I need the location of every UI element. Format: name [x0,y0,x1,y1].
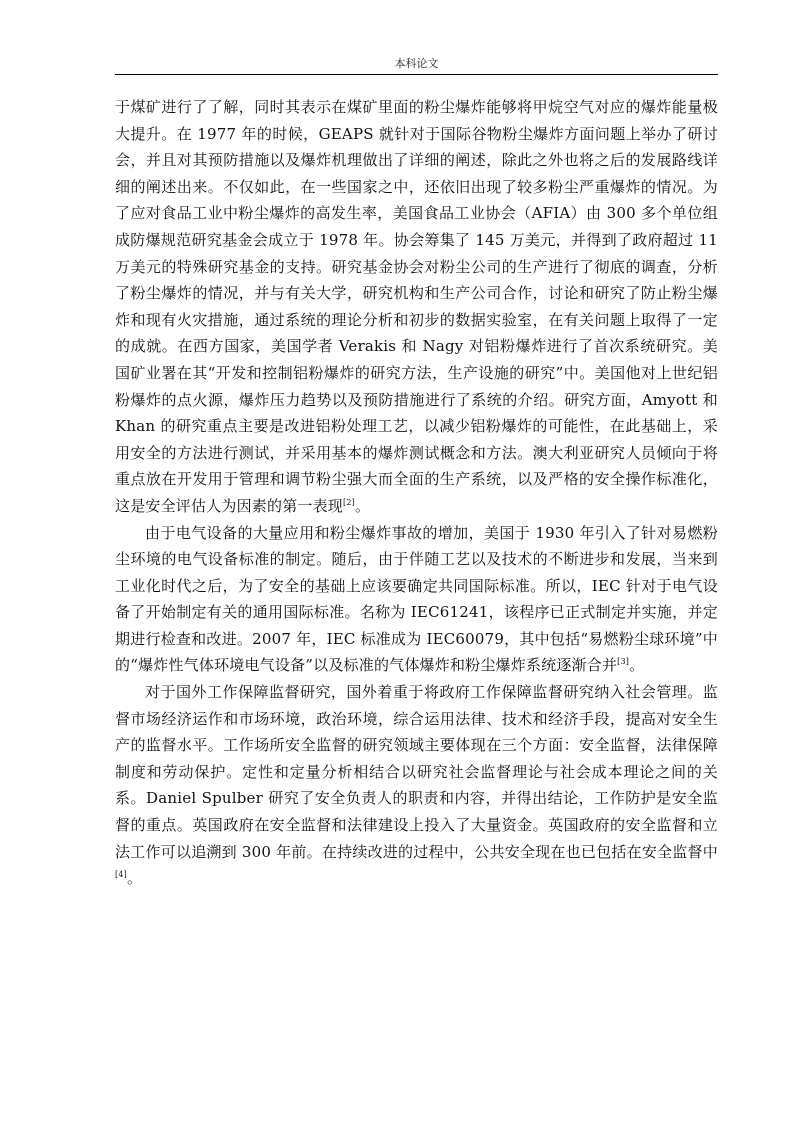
body-text [115,94,718,892]
paragraph-text: 于煤矿进行了了解，同时其表示在煤矿里面的粉尘爆炸能够将甲烷空气对应的爆炸能量极大提升。在 1977 年的时候，GEAPS 就针对于国际谷物粉尘爆炸方面问题上举办了研讨会，并且对其预防措施以及爆炸机理做出了详细的阐述，除此之外也将之后的发展路线详细的阐述出来。不仅如此，在一些国家之中，还依旧出现了较多粉尘严重爆炸的情况。为了应对食品工业中粉尘爆炸的高发生率，美国食品工业协会（AFIA）由 300 多个单位组成防爆规范研究基金会成立于 1978 年。协会筹集了 145 万美元，并得到了政府超过 11 万美元的特殊研究基金的支持。研究基金协会对粉尘公司的生产进行了彻底的调查，分析了粉尘爆炸的情况，并与有关大学，研究机构和生产公司合作，讨论和研究了防止粉尘爆炸和现有火灾措施，通过系统的理论分析和初步的数据实验室，在有关问题上取得了一定的成就。在西方国家，美国学者 Verakis 和 Nagy 对铝粉爆炸进行了首次系统研究。美国矿业署在其“开发和控制铝粉爆炸的研究方法，生产设施的研究”中。美国他对上世纪铝粉爆炸的点火源，爆炸压力趋势以及预防措施进行了系统的介绍。研究方面，Amyott 和 Khan 的研究重点主要是改进铝粉处理工艺，以减少铝粉爆炸的可能性，在此基础上，采用安全的方法进行测试，并采用基本的爆炸测试概念和方法。澳大利亚研究人员倾向于将重点放在开发用于管理和调节粉尘强大而全面的生产系统，以及严格的安全操作标准化，这是安全评估人为因素的第一表现 [115,98,718,515]
paragraph-text: 。 [126,869,143,888]
header-divider [115,74,718,75]
paragraph-text: 对于国外工作保障监督研究，国外着重于将政府工作保障监督研究纳入社会管理。监督市场经济运作和市场环境，政治环境，综合运用法律、技术和经济手段，提高对安全生产的监督水平。工作场所安全监督的研究领域主要体现在三个方面：安全监督，法律保障制度和劳动保护。定性和定量分析相结合以研究社会监督理论与社会成本理论之间的关系。Daniel Spulber 研究了安全负责人的职责和内容，并得出结论，工作防护是安全监督的重点。英国政府在安全监督和法律建设上投入了大量资金。英国政府的安全监督和立法工作可以追溯到 300 年前。在持续改进的过程中，公共安全现在也已包括在安全监督中 [115,683,718,861]
citation-ref: [2] [343,497,355,507]
paragraph-3 [115,679,718,892]
page-header-title: 本科论文 [394,57,439,70]
paragraph-2 [115,520,718,680]
citation-ref: [3] [617,657,630,667]
paragraph-text: 由于电气设备的大量应用和粉尘爆炸事故的增加，美国于 1930 年引入了针对易燃粉尘环境的电气设备标准的制定。随后，由于伴随工艺以及技术的不断进步和发展，当来到工业化时代之后，为了安全的基础上应该要确定共同国际标准。所以，IEC 针对于电气设备了开始制定有关的通用国际标准。名称为 IEC61241，该程序已正式制定并实施，并定期进行检查和改进。2007 年，IEC 标准成为 IEC60079，其中包括“易燃粉尘球环境”中的“爆炸性气体环境电气设备”以及标准的气体爆炸和粉尘爆炸系统逐渐合并 [115,523,718,675]
citation-ref: [4] [115,870,127,880]
paragraph-text: 。 [354,496,371,515]
paragraph-1 [115,94,718,520]
paragraph-text: 。 [629,656,645,675]
